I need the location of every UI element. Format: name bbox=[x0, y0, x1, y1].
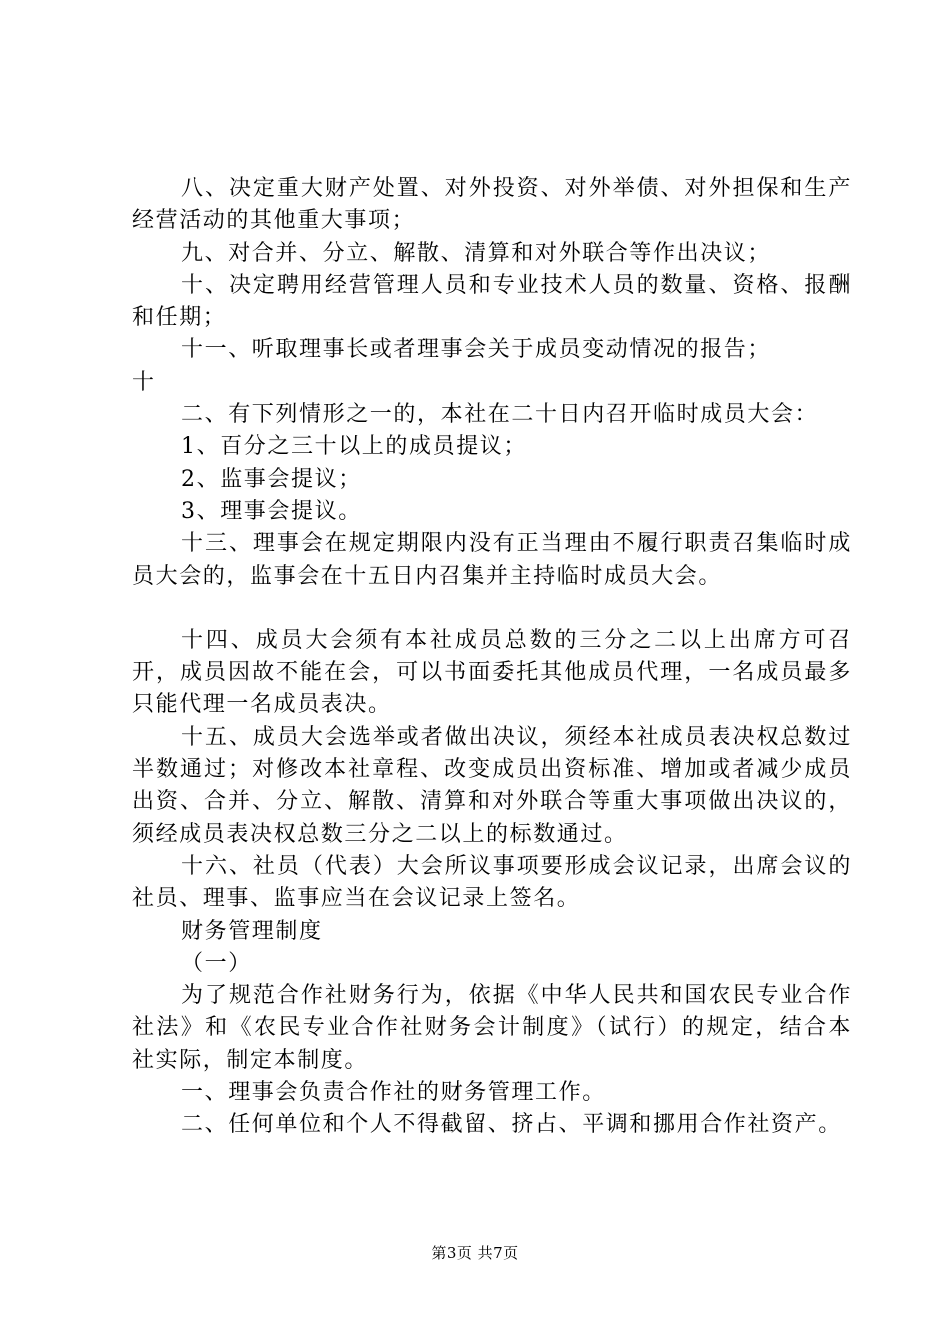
list-item-1: 1、百分之三十以上的成员提议； bbox=[181, 434, 527, 460]
paragraph-12-fragment: 十 bbox=[132, 369, 156, 395]
finance-clause-2: 二、任何单位和个人不得截留、挤占、平调和挪用合作社资产。 bbox=[181, 1112, 842, 1138]
paragraph-15: 十五、成员大会选举或者做出决议，须经本社成员表决权总数过半数通过；对修改本社章程、改变成员出资标准、增加或者减少成员出资、合并、分立、解散、清算和对外联合等重大事项做出决议的，须经成员表决权总数三分之二以上的标数通过。 bbox=[132, 724, 852, 847]
paragraph-11: 十一、听取理事长或者理事会关于成员变动情况的报告； bbox=[181, 337, 772, 363]
paragraph-8: 八、决定重大财产处置、对外投资、对外举债、对外担保和生产经营活动的其他重大事项； bbox=[132, 176, 852, 234]
intro-paragraph: 为了规范合作社财务行为，依据《中华人民共和国农民专业合作社法》和《农民专业合作社财务会计制度》（试行）的规定，结合本社实际，制定本制度。 bbox=[132, 983, 852, 1073]
page-number-footer: 第3页 共7页 bbox=[431, 1244, 519, 1262]
paragraph-14: 十四、成员大会须有本社成员总数的三分之二以上出席方可召开，成员因故不能在会，可以书面委托其他成员代理，一名成员最多只能代理一名成员表决。 bbox=[132, 627, 852, 718]
paragraph-16: 十六、社员（代表）大会所议事项要形成会议记录，出席会议的社员、理事、监事应当在会议记录上签名。 bbox=[132, 853, 852, 912]
list-item-2: 2、监事会提议； bbox=[181, 466, 362, 492]
list-item-3: 3、理事会提议。 bbox=[181, 498, 362, 524]
section-heading: 财务管理制度 bbox=[181, 918, 323, 944]
finance-clause-1: 一、理事会负责合作社的财务管理工作。 bbox=[181, 1080, 606, 1106]
paragraph-10: 十、决定聘用经营管理人员和专业技术人员的数量、资格、报酬和任期； bbox=[132, 272, 852, 331]
paragraph-9: 九、对合并、分立、解散、清算和对外联合等作出决议； bbox=[181, 240, 772, 266]
section-number: （一） bbox=[181, 950, 252, 976]
paragraph-12: 二、有下列情形之一的，本社在二十日内召开临时成员大会： bbox=[181, 402, 819, 428]
document-body bbox=[132, 173, 852, 1142]
paragraph-13: 十三、理事会在规定期限内没有正当理由不履行职责召集临时成员大会的，监事会在十五日内召集并主持临时成员大会。 bbox=[132, 531, 852, 589]
